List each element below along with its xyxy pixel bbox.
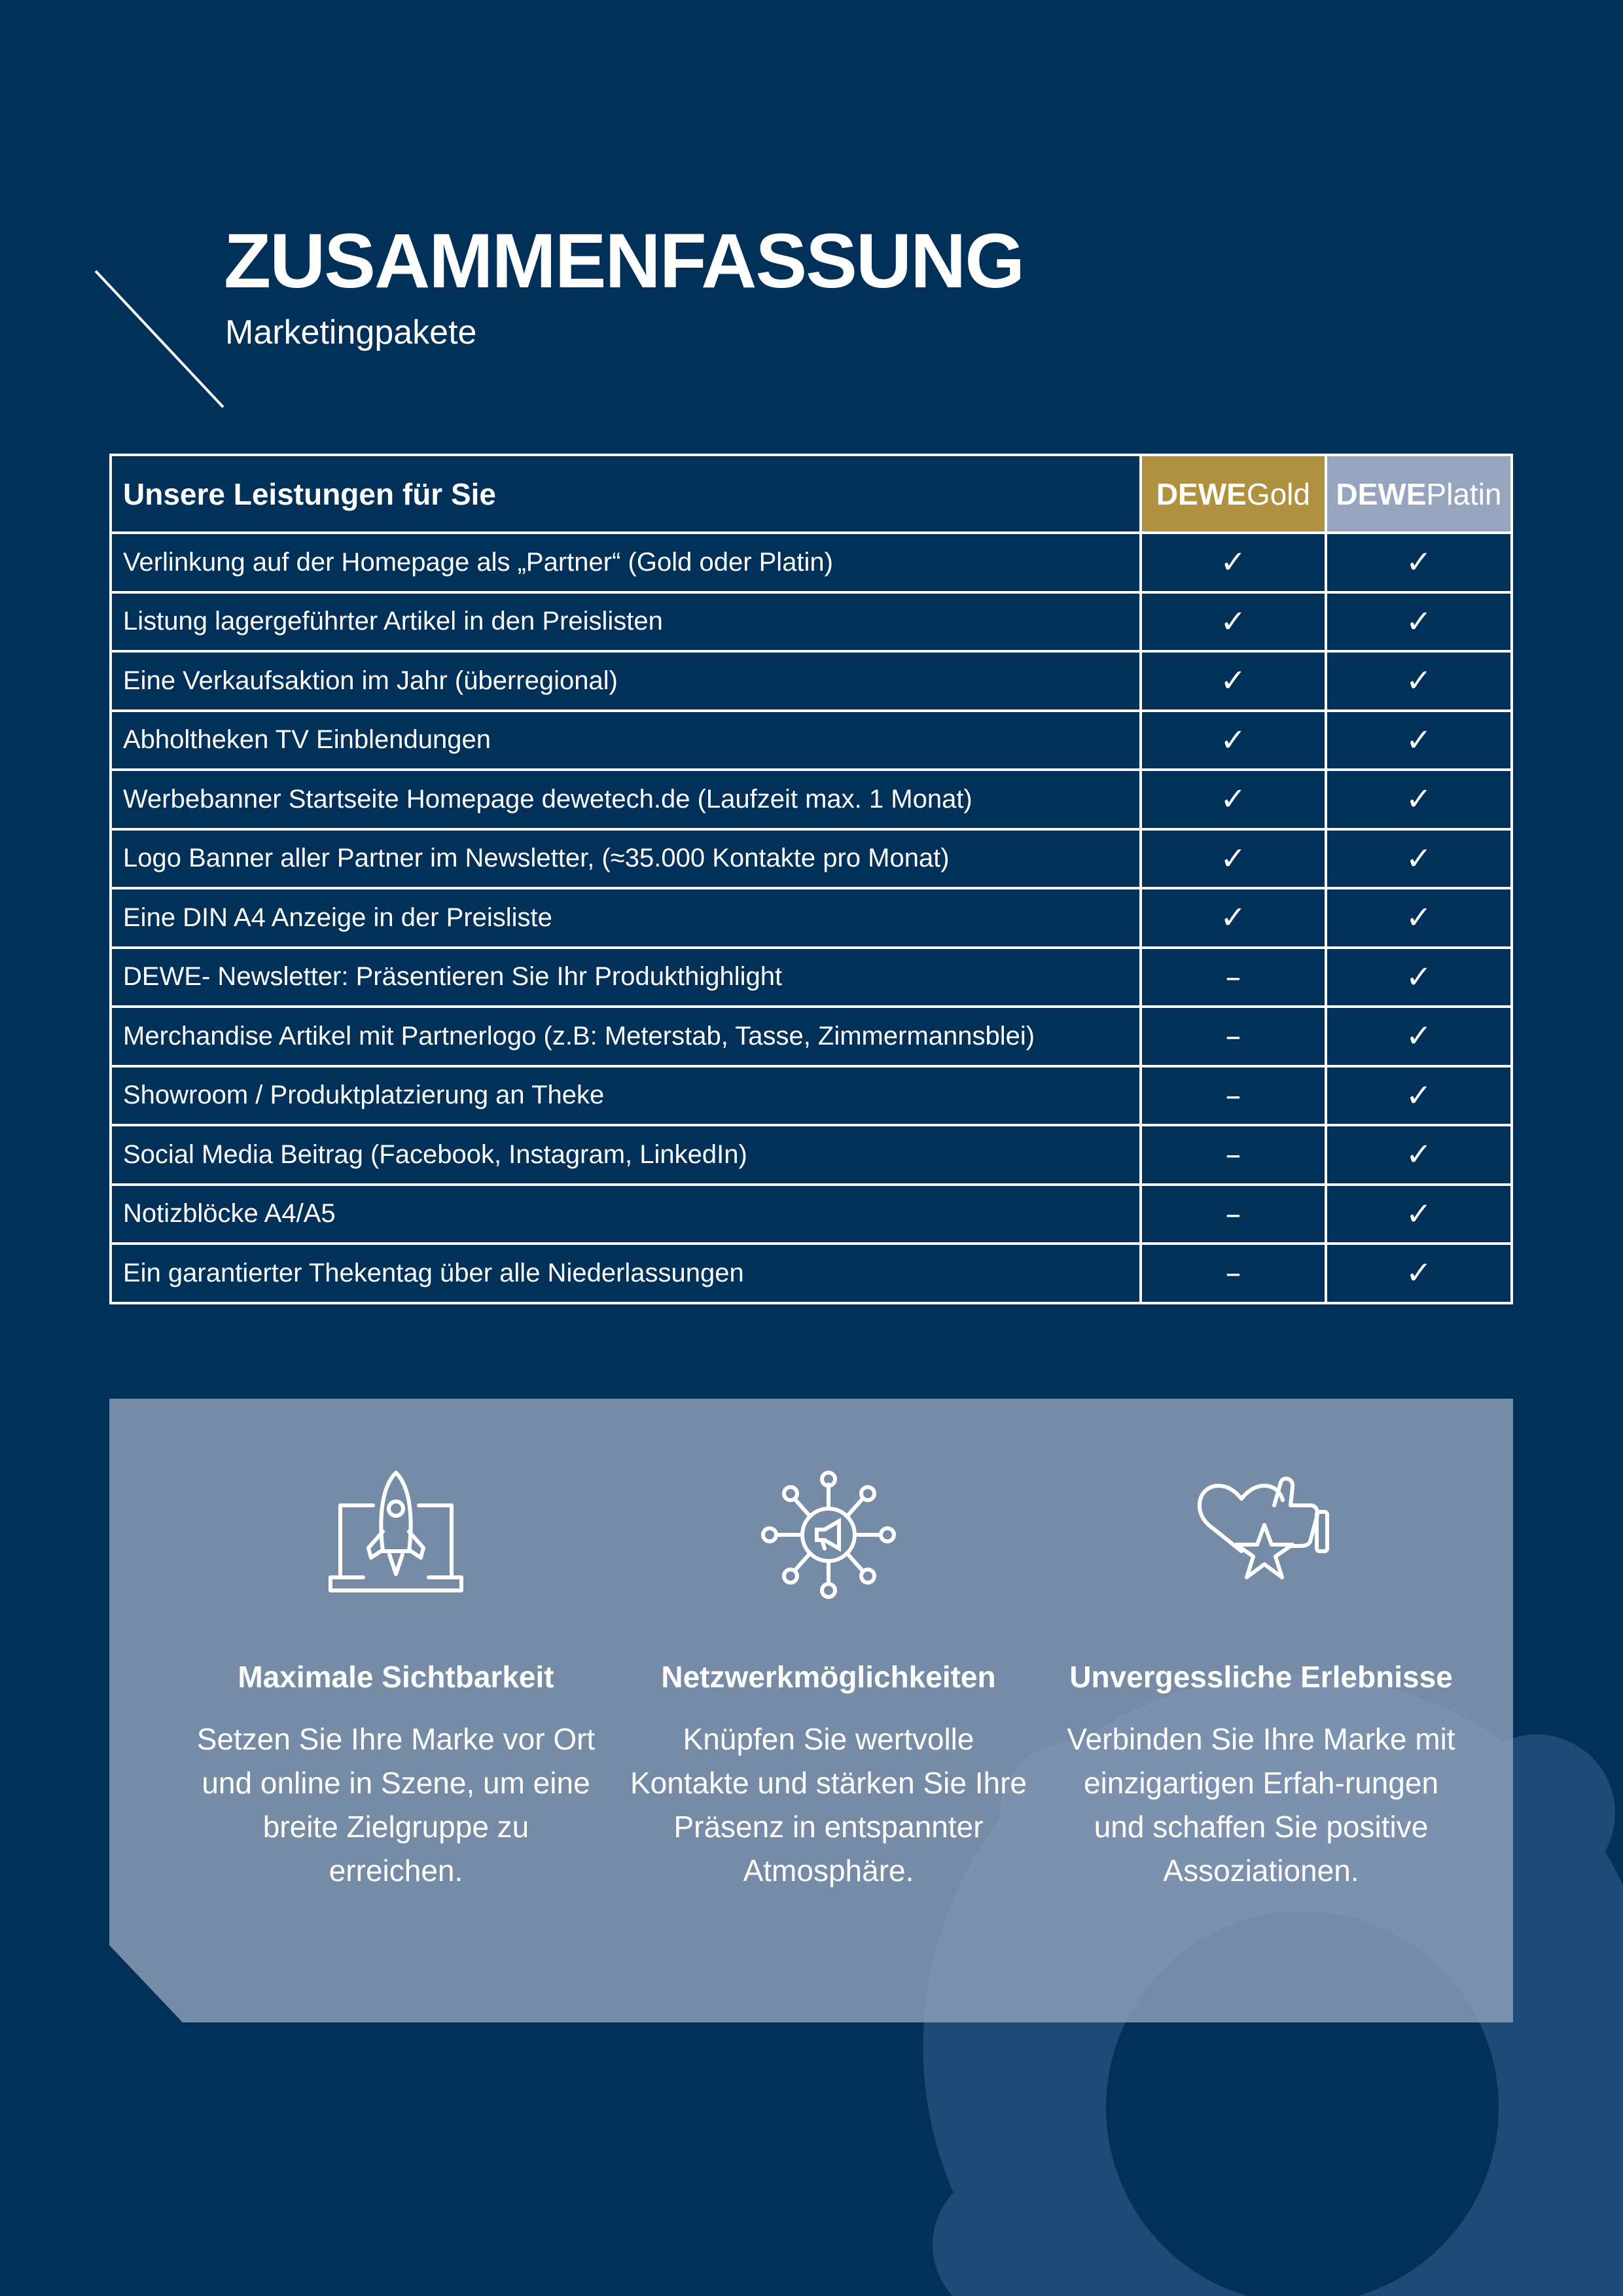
platin-mark: ✓ <box>1326 1185 1512 1244</box>
heart-star-thumbs-up-icon <box>1189 1466 1333 1604</box>
feature-networking <box>626 1466 1031 1888</box>
gold-mark: – <box>1141 1125 1326 1185</box>
feature-text: Setzen Sie Ihre Marke vor Ort und online in Szene, um eine breite Zielgruppe zu erreichen. <box>196 1722 596 1888</box>
table-row <box>111 533 1512 592</box>
platin-mark: ✓ <box>1326 1066 1512 1126</box>
table-row <box>111 1007 1512 1066</box>
table-row <box>111 592 1512 652</box>
gold-package-header <box>1141 455 1326 533</box>
service-label: Social Media Beitrag (Facebook, Instagram, LinkedIn) <box>111 1125 1141 1185</box>
service-label: Abholtheken TV Einblendungen <box>111 711 1141 770</box>
gold-mark: ✓ <box>1141 888 1326 948</box>
gold-mark: – <box>1141 1244 1326 1303</box>
feature-title: Maximale Sichtbarkeit <box>238 1660 554 1694</box>
table-row <box>111 1244 1512 1303</box>
gold-mark: ✓ <box>1141 770 1326 829</box>
platin-mark: ✓ <box>1326 948 1512 1007</box>
platin-mark: ✓ <box>1326 592 1512 652</box>
platin-mark: ✓ <box>1326 533 1512 592</box>
service-label: Notizblöcke A4/A5 <box>111 1185 1141 1244</box>
feature-text: Verbinden Sie Ihre Marke mit einzigartigen Erfah-rungen und schaffen Sie positive Assoziationen. <box>1067 1722 1455 1888</box>
gold-mark: ✓ <box>1141 829 1326 889</box>
service-label: Logo Banner aller Partner im Newsletter, (≈35.000 Kontakte pro Monat) <box>111 829 1141 889</box>
gold-mark: – <box>1141 948 1326 1007</box>
gold-mark: ✓ <box>1141 533 1326 592</box>
table-row <box>111 1185 1512 1244</box>
table-row <box>111 1066 1512 1126</box>
platin-brand: DEWE <box>1336 476 1427 511</box>
table-row <box>111 651 1512 711</box>
platin-mark: ✓ <box>1326 1125 1512 1185</box>
page-title: ZUSAMMENFASSUNG <box>224 218 1024 304</box>
table-row <box>111 829 1512 889</box>
table-row <box>111 888 1512 948</box>
table-row <box>111 948 1512 1007</box>
gold-mark: – <box>1141 1185 1326 1244</box>
platin-mark: ✓ <box>1326 770 1512 829</box>
feature-experiences <box>1058 1466 1464 1888</box>
platin-mark: ✓ <box>1326 888 1512 948</box>
platin-package-header <box>1326 455 1512 533</box>
table-row <box>111 1125 1512 1185</box>
services-comparison-table <box>109 454 1513 1304</box>
service-label: DEWE- Newsletter: Präsentieren Sie Ihr Produkthighlight <box>111 948 1141 1007</box>
platin-mark: ✓ <box>1326 1007 1512 1066</box>
gold-mark: – <box>1141 1066 1326 1126</box>
table-header-row <box>111 455 1512 533</box>
gold-brand: DEWE <box>1156 476 1247 511</box>
table-row <box>111 711 1512 770</box>
network-megaphone-icon <box>757 1466 901 1604</box>
service-label: Eine DIN A4 Anzeige in der Preisliste <box>111 888 1141 948</box>
table-row <box>111 770 1512 829</box>
service-label: Werbebanner Startseite Homepage dewetech.de (Laufzeit max. 1 Monat) <box>111 770 1141 829</box>
feature-text: Knüpfen Sie wertvolle Kontakte und stärken Sie Ihre Präsenz in entspannter Atmosphäre. <box>630 1722 1027 1888</box>
gold-mark: – <box>1141 1007 1326 1066</box>
service-label: Listung lagergeführter Artikel in den Preislisten <box>111 592 1141 652</box>
platin-mark: ✓ <box>1326 711 1512 770</box>
rocket-laptop-icon <box>324 1466 468 1604</box>
feature-visibility <box>193 1466 599 1888</box>
gold-mark: ✓ <box>1141 592 1326 652</box>
page-subtitle: Marketingpakete <box>225 314 477 351</box>
gold-tier: Gold <box>1246 476 1310 511</box>
service-label: Merchandise Artikel mit Partnerlogo (z.B: Meterstab, Tasse, Zimmermannsblei) <box>111 1007 1141 1066</box>
platin-mark: ✓ <box>1326 651 1512 711</box>
service-label: Showroom / Produktplatzierung an Theke <box>111 1066 1141 1126</box>
gold-mark: ✓ <box>1141 711 1326 770</box>
feature-title: Unvergessliche Erlebnisse <box>1069 1660 1453 1694</box>
platin-mark: ✓ <box>1326 1244 1512 1303</box>
platin-mark: ✓ <box>1326 829 1512 889</box>
feature-title: Netzwerkmöglichkeiten <box>661 1660 996 1694</box>
header-slash-decoration <box>0 0 262 458</box>
gold-mark: ✓ <box>1141 651 1326 711</box>
platin-tier: Platin <box>1426 476 1502 511</box>
table-header-label: Unsere Leistungen für Sie <box>111 455 1141 533</box>
service-label: Eine Verkaufsaktion im Jahr (überregional) <box>111 651 1141 711</box>
service-label: Verlinkung auf der Homepage als „Partner“ (Gold oder Platin) <box>111 533 1141 592</box>
service-label: Ein garantierter Thekentag über alle Niederlassungen <box>111 1244 1141 1303</box>
